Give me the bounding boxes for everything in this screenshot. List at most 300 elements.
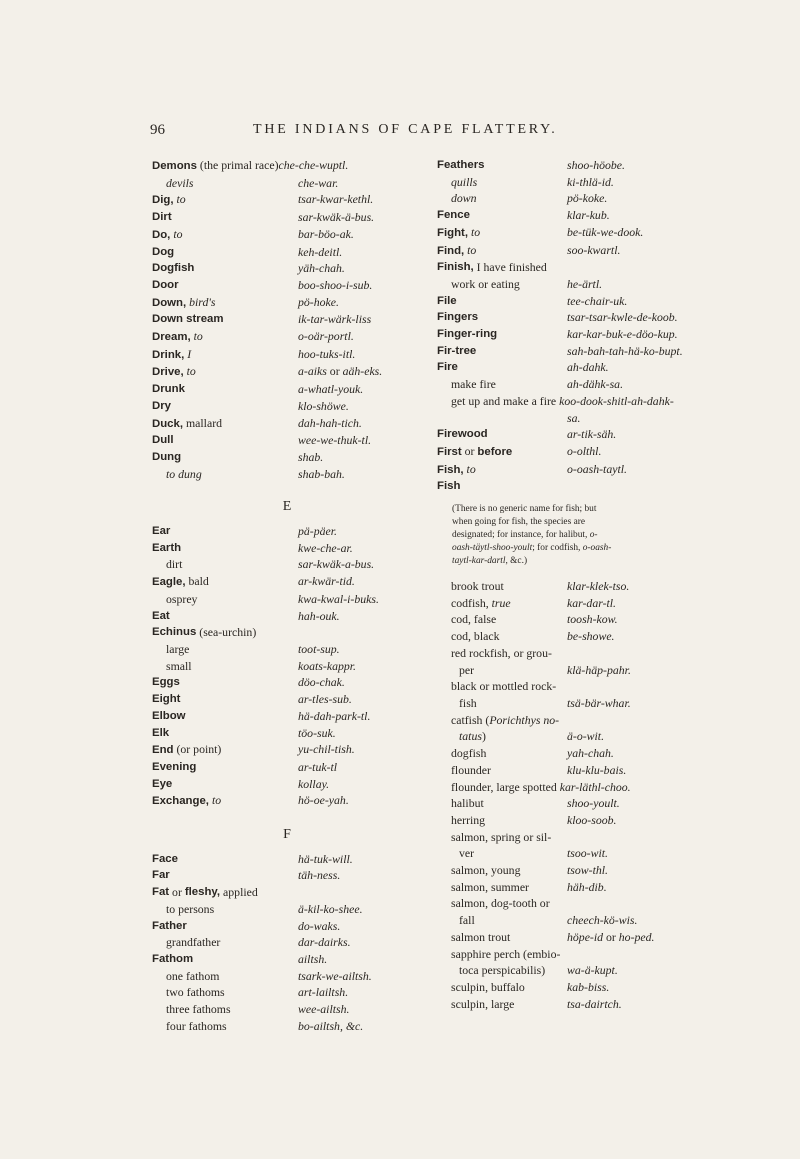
- gloss: to: [193, 329, 203, 344]
- entry-flounder: [437, 762, 767, 779]
- native-term: höpe-id: [567, 929, 604, 944]
- native-term: yu-chil-tish.: [298, 742, 355, 757]
- native-term: ah-dähk-sa.: [567, 377, 624, 392]
- native-term: toosh-kow.: [567, 612, 618, 627]
- headword: Elbow: [152, 709, 186, 722]
- native-term: kab-biss.: [567, 979, 610, 994]
- entry-make-fire: [437, 376, 767, 393]
- native-term: ar-kwär-tid.: [298, 574, 355, 589]
- headword: Fathom: [152, 952, 194, 965]
- headword: dogfish: [451, 746, 487, 761]
- headword: sculpin, buffalo: [451, 979, 525, 994]
- headword: Dogfish: [152, 262, 195, 275]
- section-letter-e: E: [282, 499, 292, 515]
- entry-get-up: [437, 393, 767, 410]
- entry-catfish-cont: [437, 728, 767, 745]
- headword: Dull: [152, 434, 174, 447]
- headword: Fingers: [437, 311, 479, 324]
- entry-downstream: [152, 311, 422, 328]
- headword: Exchange,: [152, 795, 209, 808]
- entry-feathers: [437, 157, 767, 174]
- entry-dirt: [152, 209, 422, 226]
- headword: Down,: [152, 296, 187, 309]
- native-term: tsoo-wit.: [567, 846, 608, 861]
- right-column: [437, 157, 767, 1012]
- headword: sapphire perch (embio-: [451, 946, 561, 961]
- native-term: shab.: [298, 449, 324, 464]
- native-term: yäh-chah.: [298, 261, 345, 276]
- headword: get up and make a fire: [451, 393, 557, 408]
- native-term: do-waks.: [298, 918, 341, 933]
- native-term: ah-dahk.: [567, 360, 609, 375]
- headword: Eggs: [152, 676, 180, 689]
- headword: Finger-ring: [437, 328, 498, 341]
- headword: salmon, summer: [451, 879, 529, 894]
- gloss: (or point): [176, 742, 222, 757]
- headword: Father: [152, 919, 187, 932]
- headword: three fathoms: [166, 1002, 231, 1017]
- headword: Door: [152, 278, 179, 291]
- headword: Demons: [152, 160, 197, 172]
- entry-exchange: [152, 792, 422, 810]
- scientific-name-cont: tatus: [459, 729, 482, 744]
- native-term: kwa-kwal-i-buks.: [298, 591, 379, 606]
- headword: File: [437, 294, 457, 307]
- entry-to-persons: [152, 901, 422, 918]
- entry-dull: [152, 432, 422, 449]
- paren: ): [481, 729, 486, 744]
- note-term: o-oash-taytl-kar-dartl: [452, 543, 612, 567]
- entry-eye: [152, 776, 422, 793]
- entry-drive: [152, 363, 422, 381]
- fish-note: [437, 503, 617, 568]
- entry-elbow: [152, 708, 422, 725]
- entry-small: [152, 658, 422, 675]
- entry-flounder-large: [437, 779, 767, 796]
- native-term: hah-ouk.: [298, 608, 340, 623]
- native-term: shoo-höobe.: [567, 158, 625, 172]
- headword: dirt: [166, 557, 183, 572]
- native-term: ä-kil-ko-shee.: [298, 901, 363, 916]
- native-term: bar-böo-ak.: [298, 226, 354, 241]
- headword: Dig,: [152, 194, 174, 207]
- entry-finish: [437, 259, 767, 276]
- entry-brook-trout: [437, 578, 767, 595]
- headword: Earth: [152, 541, 182, 554]
- entry-three-fathoms: [152, 1001, 422, 1018]
- entry-work: [437, 276, 767, 293]
- native-term: töo-suk.: [298, 725, 336, 740]
- native-term: tsark-we-ailtsh.: [298, 968, 372, 983]
- gloss: I: [187, 346, 192, 361]
- headword: Dirt: [152, 211, 172, 224]
- headword: Fir-tree: [437, 344, 477, 357]
- native-term: wee-ailtsh.: [298, 1002, 350, 1017]
- headword: Finish,: [437, 261, 474, 274]
- entry-far: [152, 867, 422, 884]
- entry-salmon-spring-cont: [437, 845, 767, 862]
- entry-fish: [437, 478, 767, 495]
- headword-cont: fish: [459, 695, 477, 710]
- headword: quills: [451, 174, 478, 189]
- note-term: o-oash-täytl-shoo-yoult: [452, 530, 598, 554]
- headword: Dream,: [152, 331, 191, 344]
- headword: Dung: [152, 450, 182, 463]
- headword: Fish,: [437, 463, 464, 476]
- native-term: pä-päer.: [298, 524, 337, 539]
- native-term: yah-chah.: [567, 746, 614, 761]
- native-term: sah-bah-tah-hä-ko-bupt.: [567, 343, 683, 358]
- headword: Fence: [437, 209, 470, 222]
- headword: Drunk: [152, 383, 185, 396]
- native-term: dar-dairks.: [298, 935, 351, 950]
- native-term: koats-kappr.: [298, 658, 356, 673]
- entry-fight: [437, 224, 767, 242]
- native-term: hö-oe-yah.: [298, 793, 349, 808]
- entry-echinus: [152, 624, 422, 641]
- entry-two-fathoms: [152, 984, 422, 1001]
- headword: Firewood: [437, 428, 488, 441]
- entry-red-rockfish: [437, 645, 767, 662]
- entry-dung: [152, 449, 422, 466]
- headword: halibut: [451, 796, 484, 811]
- native-term: be-tük-we-dook.: [567, 224, 644, 239]
- headword: Feathers: [437, 159, 485, 171]
- entry-osprey: [152, 591, 422, 608]
- headword-cont: per: [459, 662, 475, 677]
- headword: sculpin, large: [451, 996, 515, 1011]
- native-term: ä-o-wit.: [567, 729, 605, 744]
- entry-down: [437, 190, 767, 207]
- headword: Dry: [152, 399, 171, 412]
- entry-fathom: [152, 951, 422, 968]
- native-term: klar-kub.: [567, 208, 610, 223]
- headword: Far: [152, 869, 170, 882]
- headword: Fight,: [437, 226, 468, 239]
- entry-evening: [152, 759, 422, 776]
- native-term: ik-tar-wärk-liss: [298, 312, 372, 327]
- headword-cont: toca perspicabilis): [459, 963, 546, 978]
- entry-large: [152, 641, 422, 658]
- entry-fire: [437, 359, 767, 376]
- conjunction: or: [464, 443, 475, 458]
- headword: cod, black: [451, 629, 500, 644]
- entry-ear: [152, 523, 422, 540]
- headword: Fish: [437, 480, 461, 493]
- native-term: kar-dar-tl.: [567, 595, 617, 610]
- entry-sculpin-buffalo: [437, 979, 767, 996]
- native-term: kollay.: [298, 776, 330, 791]
- entry-eat: [152, 608, 422, 625]
- headword: salmon, spring or sil-: [451, 829, 552, 844]
- headword: Drive,: [152, 366, 184, 379]
- headword-alt: fleshy,: [184, 886, 221, 899]
- headword: Face: [152, 852, 178, 865]
- native-term: wa-ä-kupt.: [567, 963, 618, 978]
- headword: Elk: [152, 726, 170, 739]
- entry-grouper: [437, 662, 767, 679]
- entry-to-dung: [152, 466, 422, 483]
- entry-codfish-true: [437, 595, 767, 612]
- native-term: o-oär-portl.: [298, 329, 354, 344]
- native-term: shoo-yoult.: [567, 796, 620, 811]
- native-term: tsar-kwar-kethl.: [298, 192, 374, 207]
- headword: salmon, dog-tooth or: [451, 896, 550, 911]
- native-term: häh-dib.: [567, 879, 607, 894]
- headword: one fathom: [166, 968, 220, 983]
- headword: flounder: [451, 762, 491, 777]
- native-term: koo-dook-shitl-ah-dahk-: [559, 393, 674, 408]
- native-term: kar-kar-buk-e-döo-kup.: [567, 327, 678, 342]
- gloss: to: [186, 364, 196, 379]
- headword: to persons: [166, 901, 215, 916]
- entry-salmon-dog: [437, 895, 767, 912]
- native-term: tsä-bär-whar.: [567, 695, 631, 710]
- native-term: o-oash-taytl.: [567, 461, 627, 476]
- entry-sapphire-perch: [437, 946, 767, 963]
- headword: small: [166, 658, 192, 673]
- native-term: he-ärtl.: [567, 276, 603, 291]
- entry-eagle: [152, 573, 422, 591]
- native-term: hoo-tuks-itl.: [298, 346, 356, 361]
- entry-drink: [152, 346, 422, 364]
- native-term: sar-kwäk-ä-bus.: [298, 210, 375, 225]
- native-term: tsar-tsar-kwle-de-koob.: [567, 310, 678, 325]
- entry-devils: [152, 175, 422, 192]
- native-term: pö-hoke.: [298, 294, 339, 309]
- conjunction: or: [606, 929, 616, 944]
- headword: two fathoms: [166, 985, 225, 1000]
- headword: First: [437, 445, 462, 458]
- headword: large: [166, 641, 190, 656]
- note-text: , &c.): [505, 556, 528, 567]
- native-term: pö-koke.: [567, 191, 608, 206]
- native-term: hä-dah-park-tl.: [298, 708, 371, 723]
- gloss: applied: [223, 885, 258, 900]
- native-term: be-showe.: [567, 629, 615, 644]
- native-term: wee-we-thuk-tl.: [298, 433, 372, 448]
- native-term: sar-kwäk-a-bus.: [298, 557, 375, 572]
- entry-dogfish: [437, 745, 767, 762]
- entry-firewood: [437, 426, 767, 443]
- entry-halibut: [437, 795, 767, 812]
- page-number: 96: [150, 122, 165, 138]
- headword: osprey: [166, 591, 198, 606]
- native-term: a-whatl-youk.: [298, 382, 364, 397]
- scientific-name: Porichthys no-: [489, 712, 560, 727]
- gloss: to: [470, 224, 481, 239]
- note-text: ; for codfish,: [532, 543, 581, 554]
- entry-salmon-trout: [437, 929, 767, 946]
- headword-cont: fall: [459, 913, 475, 928]
- section-letter-f: F: [283, 827, 291, 843]
- headword: salmon, young: [451, 863, 521, 878]
- native-term: ki-thlä-id.: [567, 174, 614, 189]
- native-term: klo-shöwe.: [298, 398, 349, 413]
- entry-get-up-cont: [437, 410, 767, 427]
- headword: Echinus: [152, 626, 197, 639]
- headword: Down stream: [152, 313, 224, 326]
- headword: Eye: [152, 777, 173, 790]
- gloss: mallard: [185, 415, 223, 430]
- entry-find: [437, 242, 767, 260]
- native-term: keh-deitl.: [298, 244, 343, 259]
- native-term: toot-sup.: [298, 641, 340, 656]
- native-term: shab-bah.: [298, 466, 345, 481]
- native-term: che-war.: [298, 175, 339, 190]
- headword: Fire: [437, 361, 458, 374]
- native-term: boo-shoo-i-sub.: [298, 277, 373, 292]
- headword: devils: [166, 175, 194, 190]
- entry-first: [437, 443, 767, 461]
- native-term: tsa-dairtch.: [567, 996, 622, 1011]
- entry-end: [152, 741, 422, 759]
- entry-do: [152, 226, 422, 244]
- native-term-cont: sa.: [567, 410, 581, 425]
- headword: flounder, large spotted: [451, 779, 557, 794]
- headword: Fat: [152, 886, 170, 899]
- running-title: THE INDIANS OF CAPE FLATTERY.: [253, 122, 558, 137]
- native-term: art-lailtsh.: [298, 985, 349, 1000]
- entry-file: [437, 293, 767, 310]
- entry-grandfather: [152, 934, 422, 951]
- entry-demons: [152, 157, 422, 175]
- headword: Do,: [152, 228, 171, 241]
- entry-down: [152, 294, 422, 312]
- native-term: bo-ailtsh, &c.: [298, 1018, 364, 1033]
- headword: Evening: [152, 760, 197, 773]
- headword: Eat: [152, 609, 170, 622]
- native-term: tsow-thl.: [567, 863, 608, 878]
- headword: End: [152, 744, 174, 757]
- native-term: ailtsh.: [298, 951, 328, 966]
- headword: Find,: [437, 244, 465, 257]
- native-term: kwe-che-ar.: [298, 540, 353, 555]
- headword: grandfather: [166, 935, 221, 950]
- headword-cont: ver: [459, 846, 475, 861]
- native-term: a-aiks: [298, 364, 327, 379]
- entry-door: [152, 277, 422, 294]
- entry-dog: [152, 244, 422, 261]
- headword: Drink,: [152, 348, 185, 361]
- native-term: döo-chak.: [298, 675, 345, 690]
- headword: to dung: [166, 466, 202, 481]
- native-term: ar-tuk-tl: [298, 759, 338, 774]
- headword: Eagle,: [152, 576, 186, 589]
- entry-face: [152, 851, 422, 868]
- gloss: to: [173, 226, 183, 241]
- native-term: kar-läthl-choo.: [559, 779, 631, 794]
- entry-catfish: [437, 712, 767, 729]
- entry-earth: [152, 540, 422, 557]
- note-text: (There is no generic name for fish; but when going for fish, the species are designated; for instance, for halibut,: [452, 504, 597, 541]
- native-term: klä-häp-pahr.: [567, 662, 631, 677]
- headword: cod, false: [451, 612, 497, 627]
- headword: salmon trout: [451, 929, 511, 944]
- entry-black-rockfish: [437, 678, 767, 695]
- gloss: to: [211, 793, 222, 808]
- headword: Eight: [152, 693, 181, 706]
- native-term: klar-klek-tso.: [567, 579, 630, 594]
- entry-drunk: [152, 381, 422, 398]
- native-term-alt: ho-ped.: [618, 929, 655, 944]
- headword: Duck,: [152, 417, 184, 430]
- entry-dirt-sub: [152, 556, 422, 573]
- entry-eggs: [152, 674, 422, 691]
- entry-salmon-young: [437, 862, 767, 879]
- native-term: che-che-wuptl.: [278, 158, 349, 172]
- entry-fish-to: [437, 461, 767, 479]
- headword-alt: before: [477, 445, 513, 458]
- native-term: klu-klu-bais.: [567, 762, 627, 777]
- gloss: to: [467, 242, 477, 257]
- entry-rockfish-cont: [437, 695, 767, 712]
- entry-father: [152, 918, 422, 935]
- entry-sculpin-large: [437, 996, 767, 1013]
- entry-dig: [152, 191, 422, 209]
- headword: four fathoms: [166, 1018, 227, 1033]
- gloss: true: [491, 595, 511, 610]
- entry-cod-black: [437, 628, 767, 645]
- headword: catfish (: [451, 712, 490, 727]
- entry-one-fathom: [152, 968, 422, 985]
- entry-fence: [437, 207, 767, 224]
- entry-cod-false: [437, 611, 767, 628]
- entry-dogfish: [152, 260, 422, 277]
- gloss: to: [176, 192, 186, 207]
- headword: brook trout: [451, 579, 504, 594]
- entry-sapphire-perch-cont: [437, 962, 767, 979]
- entry-elk: [152, 725, 422, 742]
- entry-fat: [152, 884, 422, 901]
- native-term: cheech-kö-wis.: [567, 913, 638, 928]
- headword: down: [451, 191, 477, 206]
- gloss: bird's: [189, 294, 216, 309]
- entry-salmon-spring: [437, 829, 767, 846]
- gloss: I have finished: [476, 260, 547, 275]
- headword: Dog: [152, 245, 175, 258]
- entry-salmon-dog-cont: [437, 912, 767, 929]
- gloss: (sea-urchin): [199, 625, 257, 640]
- native-term: dah-hah-tich.: [298, 415, 362, 430]
- entry-duck: [152, 415, 422, 433]
- native-term: soo-kwartl.: [567, 242, 621, 257]
- native-term: ar-tles-sub.: [298, 692, 352, 707]
- native-term: kloo-soob.: [567, 812, 617, 827]
- entry-finger-ring: [437, 326, 767, 343]
- native-term: hä-tuk-will.: [298, 851, 353, 866]
- headword: work or eating: [451, 276, 520, 291]
- entry-fir-tree: [437, 343, 767, 360]
- left-column: [152, 157, 422, 1034]
- entry-eight: [152, 691, 422, 708]
- conjunction: or: [329, 364, 340, 379]
- gloss: to: [466, 461, 476, 476]
- headword: Ear: [152, 525, 171, 538]
- conjunction: or: [172, 885, 182, 900]
- native-term: ar-tik-säh.: [567, 427, 617, 442]
- headword: codfish,: [451, 595, 489, 610]
- headword: black or mottled rock-: [451, 679, 557, 694]
- native-term-alt: aäh-eks.: [342, 364, 383, 379]
- native-term: tee-chair-uk.: [567, 293, 628, 308]
- entry-dream: [152, 328, 422, 346]
- entry-fingers: [437, 309, 767, 326]
- entry-four-fathoms: [152, 1018, 422, 1035]
- entry-quills: [437, 174, 767, 191]
- entry-herring: [437, 812, 767, 829]
- entry-dry: [152, 398, 422, 415]
